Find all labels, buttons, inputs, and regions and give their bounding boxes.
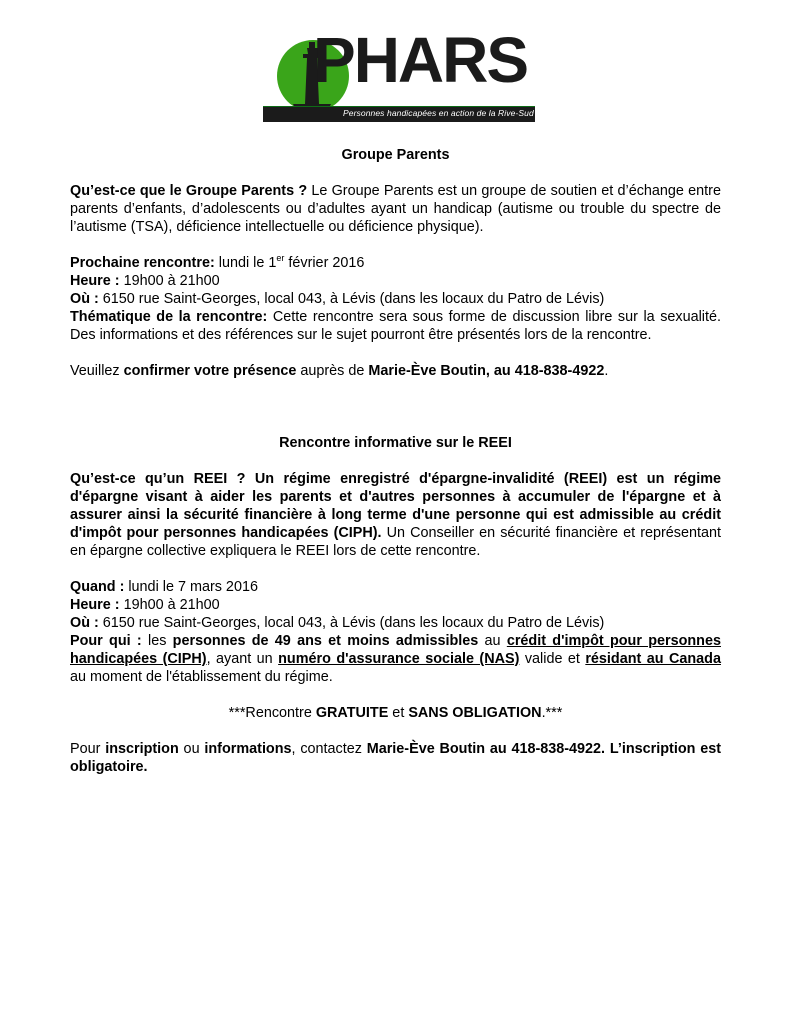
confirm-bold: confirmer votre présence bbox=[123, 363, 297, 379]
reei-intro-bold: Qu’est-ce qu’un REEI ? Un régime enregistré d'épargne-invalidité (REEI) est un régime d'épargne visant à aider les parents et d'autres personnes à accumuler de l'épargne et à assurer ainsi la sécurité financière à long terme d'une personne qui est admissible au crédit d'impôt pour personnes handicapées (CIPH). bbox=[70, 471, 721, 541]
contact-text-1: Pour bbox=[70, 741, 106, 757]
reei-contact bbox=[70, 740, 721, 776]
reei-location bbox=[70, 614, 721, 632]
contact-text-2: ou bbox=[178, 741, 205, 757]
groupe-location bbox=[70, 290, 721, 308]
contact-person: Marie-Ève Boutin au 418-838-4922. L’inscription est obligatoire. bbox=[70, 741, 721, 775]
logo-tagline: Personnes handicapées en action de la Rive-Sud bbox=[343, 108, 534, 118]
free-prefix: ***Rencontre bbox=[228, 705, 316, 721]
phars-logo bbox=[263, 24, 535, 122]
groupe-intro-text: Le Groupe Parents est un groupe de soutien et d’échange entre parents d’enfants, d’adolescents ou d’adultes ayant un handicap (autisme ou trouble du spectre de l’autisme (TSA), déficience intellectuelle ou déficience physique). bbox=[70, 183, 721, 235]
contact-informations: informations bbox=[204, 741, 292, 757]
groupe-intro-paragraph bbox=[70, 182, 721, 236]
section-title-reei: Rencontre informative sur le REEI bbox=[279, 435, 512, 451]
groupe-next-meeting bbox=[70, 254, 721, 272]
audience-text-5: au moment de l'établissement du régime. bbox=[70, 669, 333, 685]
reei-location-label: Où : bbox=[70, 615, 99, 631]
confirm-end: . bbox=[604, 363, 609, 379]
next-meeting-ordinal: er bbox=[276, 253, 285, 263]
reei-when bbox=[70, 578, 721, 596]
audience-label: Pour qui : bbox=[70, 633, 142, 649]
logo-wordmark: PHARS bbox=[313, 24, 528, 96]
audience-nas: numéro d'assurance sociale (NAS) bbox=[278, 651, 520, 667]
time-label: Heure : bbox=[70, 273, 120, 289]
audience-text-2: au bbox=[478, 633, 507, 649]
reei-time-value: 19h00 à 21h00 bbox=[119, 597, 220, 613]
groupe-time bbox=[70, 272, 721, 290]
groupe-theme bbox=[70, 308, 721, 344]
free-end: .*** bbox=[541, 705, 563, 721]
next-meeting-label: Prochaine rencontre: bbox=[70, 255, 215, 271]
reei-location-value: 6150 rue Saint-Georges, local 043, à Lévis (dans les locaux du Patro de Lévis) bbox=[98, 615, 605, 631]
contact-inscription: inscription bbox=[105, 741, 179, 757]
audience-age: personnes de 49 ans et moins admissibles bbox=[172, 633, 479, 649]
logo-tagline-strip bbox=[263, 106, 535, 122]
time-value: 19h00 à 21h00 bbox=[119, 273, 220, 289]
audience-ciph: crédit d'impôt pour personnes handicapées (CIPH) bbox=[70, 633, 721, 667]
audience-text-4: valide et bbox=[519, 651, 586, 667]
document-body bbox=[70, 146, 721, 776]
next-meeting-date: février 2016 bbox=[284, 255, 365, 271]
reei-time-label: Heure : bbox=[70, 597, 120, 613]
free-mid: et bbox=[388, 705, 409, 721]
audience-text-1: les bbox=[141, 633, 173, 649]
groupe-intro-label: Qu’est-ce que le Groupe Parents ? bbox=[70, 183, 308, 199]
reei-intro-text: Un Conseiller en sécurité financière et représentant en épargne collective expliquera le REEI lors de cette rencontre. bbox=[70, 525, 721, 559]
confirm-prefix: Veuillez bbox=[70, 363, 124, 379]
reei-time bbox=[70, 596, 721, 614]
section-title-groupe-parents: Groupe Parents bbox=[341, 147, 450, 163]
free-gratuite: GRATUITE bbox=[315, 705, 389, 721]
when-label: Quand : bbox=[70, 579, 125, 595]
reei-intro-paragraph bbox=[70, 470, 721, 560]
confirm-contact: Marie-Ève Boutin, au 418-838-4922 bbox=[368, 363, 605, 379]
free-sans-obligation: SANS OBLIGATION bbox=[408, 705, 542, 721]
reei-audience bbox=[70, 632, 721, 686]
groupe-confirm bbox=[70, 362, 721, 380]
location-label: Où : bbox=[70, 291, 99, 307]
location-value: 6150 rue Saint-Georges, local 043, à Lévis (dans les locaux du Patro de Lévis) bbox=[98, 291, 605, 307]
audience-resident: résidant au Canada bbox=[585, 651, 721, 667]
contact-text-3: , contactez bbox=[291, 741, 367, 757]
when-value: lundi le 7 mars 2016 bbox=[124, 579, 258, 595]
next-meeting-value: lundi le 1 bbox=[214, 255, 277, 271]
theme-value: Cette rencontre sera sous forme de discussion libre sur la sexualité. Des informations et des références sur le sujet pourront être présentés lors de la rencontre. bbox=[70, 309, 721, 343]
theme-label: Thématique de la rencontre: bbox=[70, 309, 268, 325]
audience-text-3: , ayant un bbox=[206, 651, 279, 667]
confirm-mid: auprès de bbox=[296, 363, 369, 379]
reei-free-notice bbox=[70, 704, 721, 722]
